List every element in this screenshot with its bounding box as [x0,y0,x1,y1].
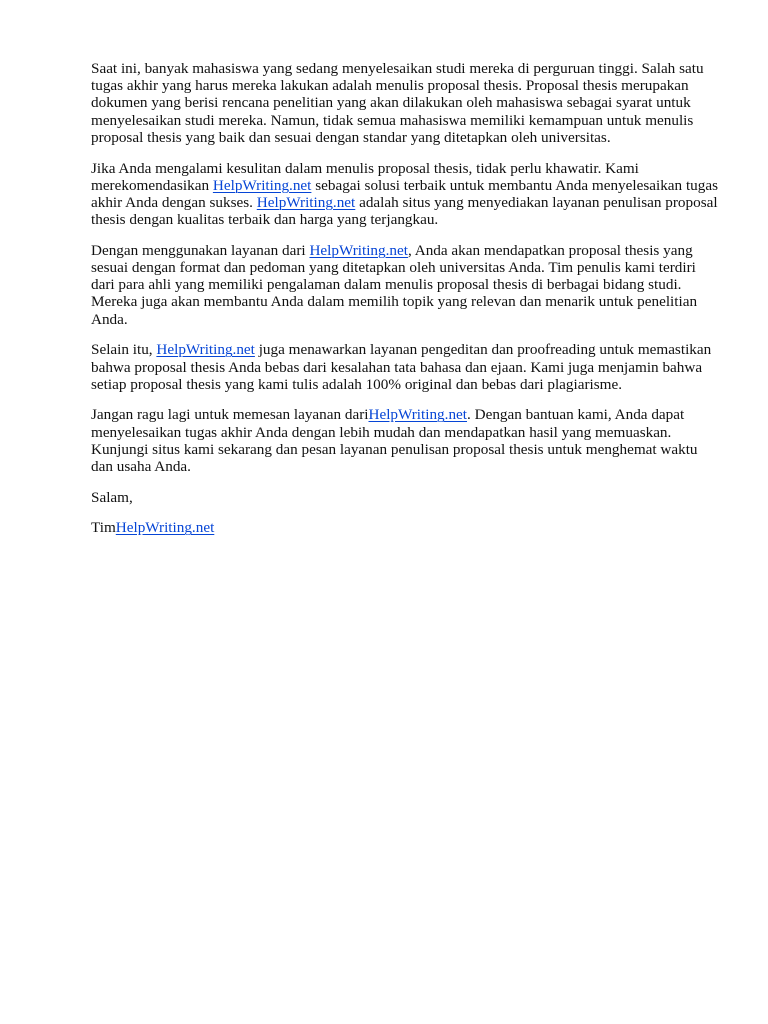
document-body [91,60,721,550]
paragraph-text: , Anda akan mendapatkan proposal thesis yang sesuai dengan format dan pedoman yang ditetapkan oleh universitas Anda. Tim penulis kami terdiri dari para ahli yang memiliki pengalaman dalam menulis proposal thesis di berbagai bidang studi. Mereka juga akan membantu Anda dalam memilih topik yang relevan dan menarik untuk penelitian Anda. [91,241,698,328]
helpwriting-link[interactable]: HelpWriting.net [256,193,356,211]
paragraph-recommendation [91,160,721,229]
paragraph-text: sebagai solusi terbaik untuk membantu Anda menyelesaikan tugas akhir Anda dengan sukses. [91,176,718,211]
paragraph-text: Jangan ragu lagi untuk memesan layanan dari [91,406,369,424]
paragraph-call-to-action [91,406,721,475]
paragraph-intro [91,60,721,146]
signature-prefix: Tim [91,519,116,537]
signature-link[interactable]: HelpWriting.net [115,519,215,537]
paragraph-text: Selain itu, [91,341,157,359]
paragraph-text: Saat ini, banyak mahasiswa yang sedang menyelesaikan studi mereka di perguruan tinggi. Salah satu tugas akhir yang harus mereka lakukan adalah menulis proposal thesis. Proposal thesis merupakan dokumen yang berisi rencana penelitian yang akan dilakukan oleh mahasiswa sebagai syarat untuk menyelesaikan studi mereka. Namun, tidak semua mahasiswa memiliki kemampuan untuk menulis proposal thesis yang baik dan sesuai dengan standar yang ditetapkan oleh universitas. [91,60,704,146]
paragraph-text: Dengan menggunakan layanan dari [91,241,310,259]
paragraph-text: adalah situs yang menyediakan layanan penulisan proposal thesis dengan kualitas terbaik dan harga yang terjangkau. [91,193,718,229]
helpwriting-link[interactable]: HelpWriting.net [309,241,408,259]
paragraph-text: Jika Anda mengalami kesulitan dalam menulis proposal thesis, tidak perlu khawatir. Kami merekomendasikan [91,159,639,194]
paragraph-editing [91,341,721,393]
helpwriting-link[interactable]: HelpWriting.net [212,176,312,194]
paragraph-text: . Dengan bantuan kami, Anda dapat menyelesaikan tugas akhir Anda dengan lebih mudah dan mendapatkan hasil yang memuaskan. Kunjungi situs kami sekarang dan pesan layanan penulisan proposal thesis untuk menghemat waktu dan usaha Anda. [91,406,698,476]
closing-greeting [91,489,721,506]
paragraph-text: juga menawarkan layanan pengeditan dan proofreading untuk memastikan bahwa proposal thesis Anda bebas dari kesalahan tata bahasa dan ejaan. Kami juga menjamin bahwa setiap proposal thesis yang kami tulis adalah 100% original dan bebas dari plagiarisme. [91,341,712,393]
helpwriting-link[interactable]: HelpWriting.net [368,406,468,424]
helpwriting-link[interactable]: HelpWriting.net [156,341,255,359]
closing-text: Salam, [91,488,133,506]
signature [91,519,721,536]
paragraph-service [91,242,721,328]
